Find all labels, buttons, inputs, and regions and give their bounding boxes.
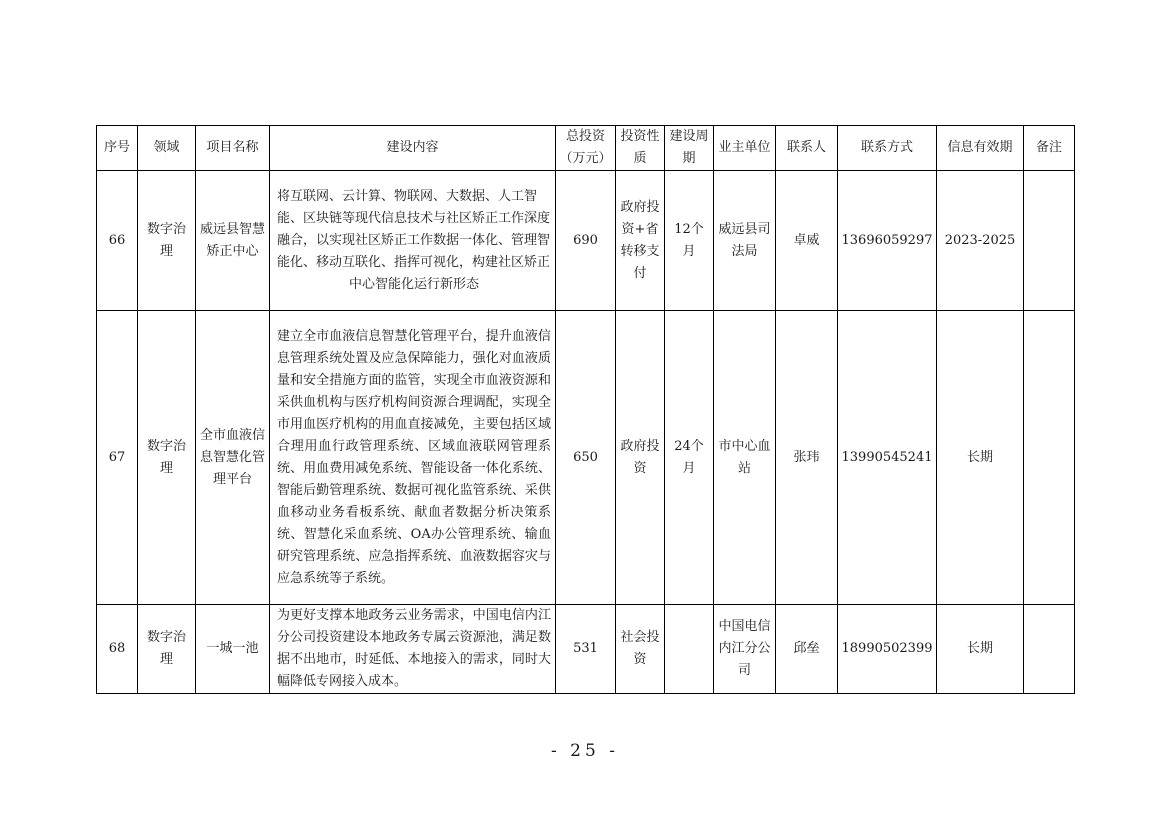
cell-seq: 67 <box>97 311 138 605</box>
cell-invest-type: 政府投资+省转移支付 <box>616 171 665 311</box>
table-row <box>97 311 1075 605</box>
header-contact: 联系人 <box>776 126 838 171</box>
cell-investment: 650 <box>556 311 616 605</box>
header-validity: 信息有效期 <box>937 126 1024 171</box>
cell-remarks <box>1024 171 1075 311</box>
cell-validity: 长期 <box>937 311 1024 605</box>
cell-contact: 张玮 <box>776 311 838 605</box>
header-field: 领域 <box>138 126 196 171</box>
cell-remarks <box>1024 605 1075 694</box>
table-header-row <box>97 126 1075 171</box>
header-owner: 业主单位 <box>714 126 776 171</box>
cell-project-name: 一城一池 <box>196 605 270 694</box>
cell-phone: 13696059297 <box>838 171 937 311</box>
cell-investment: 690 <box>556 171 616 311</box>
cell-project-name: 全市血液信息智慧化管理平台 <box>196 311 270 605</box>
cell-validity: 长期 <box>937 605 1024 694</box>
cell-period: 12个月 <box>665 171 714 311</box>
cell-content: 为更好支撑本地政务云业务需求，中国电信内江分公司投资建设本地政务专属云资源池，满足数据不出地市，时延低、本地接入的需求，同时大幅降低专网接入成本。 <box>270 605 556 694</box>
table-row <box>97 605 1075 694</box>
cell-owner: 中国电信内江分公司 <box>714 605 776 694</box>
header-remarks: 备注 <box>1024 126 1075 171</box>
cell-period <box>665 605 714 694</box>
header-phone: 联系方式 <box>838 126 937 171</box>
header-invest-type: 投资性质 <box>616 126 665 171</box>
cell-field: 数字治理 <box>138 171 196 311</box>
cell-invest-type: 政府投资 <box>616 311 665 605</box>
cell-field: 数字治理 <box>138 605 196 694</box>
header-period: 建设周期 <box>665 126 714 171</box>
cell-content: 建立全市血液信息智慧化管理平台，提升血液信息管理系统处置及应急保障能力，强化对血液质量和安全措施方面的监管，实现全市血液资源和采供血机构与医疗机构间资源合理调配，实现全市用血医疗机构的用血直接减免，主要包括区域合理用血行政管理系统、区域血液联网管理系统、用血费用减免系统、智能设备一体化系统、智能后勤管理系统、数据可视化监管系统、采供血移动业务看板系统、献血者数据分析决策系统、智慧化采血系统、OA办公管理系统、输血研究管理系统、应急指挥系统、血液数据容灾与应急系统等子系统。 <box>270 311 556 605</box>
header-seq: 序号 <box>97 126 138 171</box>
table-row <box>97 171 1075 311</box>
cell-content: 将互联网、云计算、物联网、大数据、人工智能、区块链等现代信息技术与社区矫正工作深度融合，以实现社区矫正工作数据一体化、管理智能化、移动互联化、指挥可视化，构建社区矫正中心智能化运行新形态 <box>270 171 556 311</box>
cell-seq: 68 <box>97 605 138 694</box>
cell-owner: 市中心血站 <box>714 311 776 605</box>
cell-seq: 66 <box>97 171 138 311</box>
cell-period: 24个月 <box>665 311 714 605</box>
cell-owner: 威远县司法局 <box>714 171 776 311</box>
cell-invest-type: 社会投资 <box>616 605 665 694</box>
header-content: 建设内容 <box>270 126 556 171</box>
cell-contact: 卓威 <box>776 171 838 311</box>
cell-field: 数字治理 <box>138 311 196 605</box>
cell-remarks <box>1024 311 1075 605</box>
header-investment: 总投资（万元） <box>556 126 616 171</box>
cell-phone: 13990545241 <box>838 311 937 605</box>
project-table <box>96 125 1075 694</box>
cell-contact: 邱垒 <box>776 605 838 694</box>
cell-phone: 18990502399 <box>838 605 937 694</box>
cell-investment: 531 <box>556 605 616 694</box>
page-number: - 25 - <box>551 741 619 761</box>
cell-validity: 2023-2025 <box>937 171 1024 311</box>
cell-project-name: 威远县智慧矫正中心 <box>196 171 270 311</box>
header-project-name: 项目名称 <box>196 126 270 171</box>
